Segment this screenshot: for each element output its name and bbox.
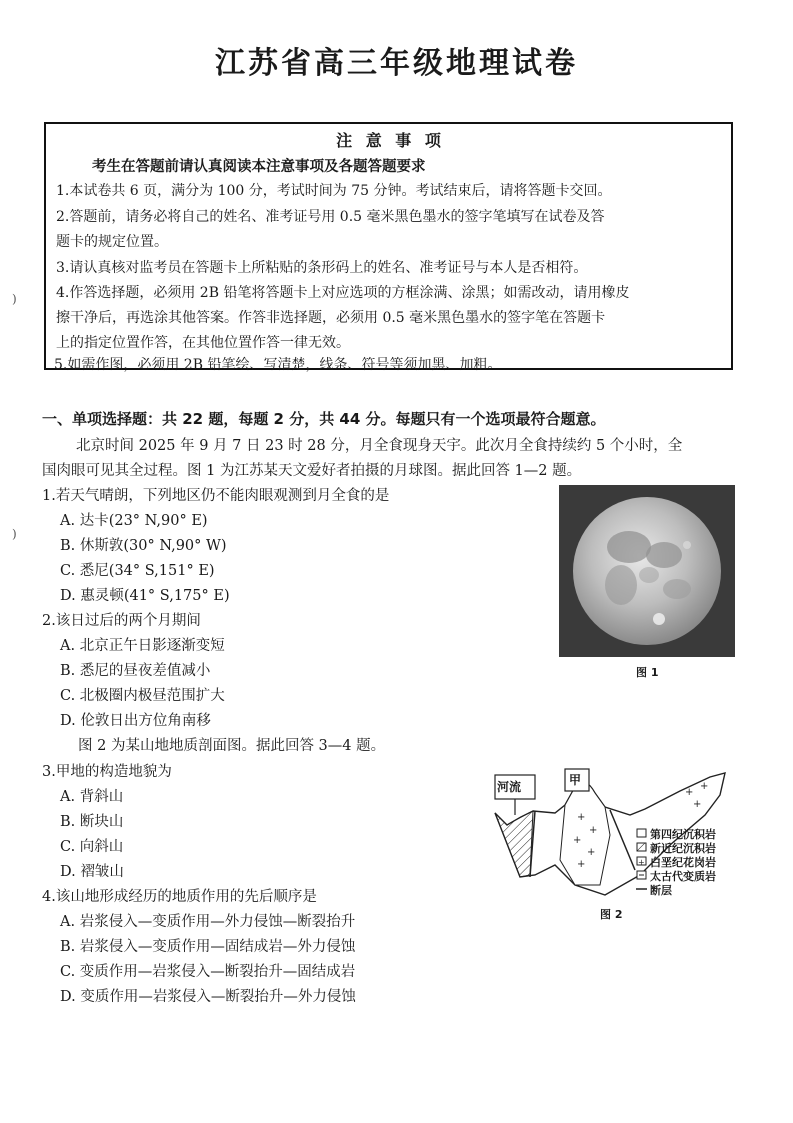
question-option: C. 变质作用—岩浆侵入—断裂抬升—固结成岩 bbox=[60, 964, 356, 980]
question-option: D. 褶皱山 bbox=[60, 864, 124, 880]
question-stem: 4.该山地形成经历的地质作用的先后顺序是 bbox=[42, 889, 317, 905]
section-heading: 一、单项选择题：共 22 题，每题 2 分，共 44 分。每题只有一个选项最符合题意。 bbox=[42, 410, 606, 428]
notice-line: 3.请认真核对监考员在答题卡上所粘贴的条形码上的姓名、准考证号与本人是否相符。 bbox=[56, 260, 588, 276]
legend-item: 白垩纪花岗岩 bbox=[650, 856, 716, 869]
notice-box bbox=[44, 122, 733, 370]
question-option: A. 达卡(23° N,90° E) bbox=[60, 513, 208, 529]
figure1-caption: 图 1 bbox=[636, 666, 659, 679]
question-option: D. 变质作用—岩浆侵入—断裂抬升—外力侵蚀 bbox=[60, 989, 356, 1005]
question-option: D. 惠灵顿(41° S,175° E) bbox=[60, 588, 230, 604]
question-option: C. 北极圈内极昼范围扩大 bbox=[60, 688, 225, 704]
question-stem: 2.该日过后的两个月期间 bbox=[42, 613, 201, 629]
svg-text:+: + bbox=[685, 787, 694, 798]
legend-item: 太古代变质岩 bbox=[650, 870, 716, 883]
svg-text:+: + bbox=[577, 859, 586, 870]
question-option: A. 北京正午日影逐渐变短 bbox=[60, 638, 225, 654]
margin-mark: ) bbox=[12, 527, 17, 541]
notice-line: 1.本试卷共 6 页，满分为 100 分，考试时间为 75 分钟。考试结束后，请将答题卡交回。 bbox=[56, 183, 612, 199]
question-option: B. 断块山 bbox=[60, 814, 124, 830]
page-title: 江苏省高三年级地理试卷 bbox=[215, 46, 578, 81]
question-option: A. 背斜山 bbox=[60, 789, 124, 805]
svg-text:+: + bbox=[589, 825, 598, 836]
figure2-jia-label: 甲 bbox=[569, 773, 582, 787]
question-option: C. 向斜山 bbox=[60, 839, 124, 855]
svg-text:+: + bbox=[577, 812, 586, 823]
geology-cross-section bbox=[485, 765, 770, 915]
question-option: A. 岩浆侵入—变质作用—外力侵蚀—断裂抬升 bbox=[60, 914, 356, 930]
question-option: C. 悉尼(34° S,151° E) bbox=[60, 563, 215, 579]
question-stem: 3.甲地的构造地貌为 bbox=[42, 764, 172, 780]
notice-line: 上的指定位置作答，在其他位置作答一律无效。 bbox=[56, 335, 350, 351]
intro-paragraph: 国肉眼可见其全过程。图 1 为江苏某天文爱好者拍摄的月球图。据此回答 1—2 题。 bbox=[42, 463, 582, 479]
question-option: B. 岩浆侵入—变质作用—固结成岩—外力侵蚀 bbox=[60, 939, 356, 955]
figure2-caption: 图 2 bbox=[600, 908, 623, 921]
notice-line: 2.答题前，请务必将自己的姓名、准考证号用 0.5 毫米黑色墨水的签字笔填写在试卷及答 bbox=[56, 209, 605, 225]
question-option: D. 伦敦日出方位角南移 bbox=[60, 713, 211, 729]
notice-line: 5.如需作图，必须用 2B 铅笔绘、写清楚，线条、符号等须加黑、加粗。 bbox=[54, 357, 502, 373]
moon-photo bbox=[559, 485, 735, 657]
question-option: B. 悉尼的昼夜差值减小 bbox=[60, 663, 211, 679]
margin-mark: ) bbox=[12, 292, 17, 306]
intro-paragraph: 北京时间 2025 年 9 月 7 日 23 时 28 分，月全食现身天宇。此次月全食持续约 5 个小时，全 bbox=[76, 438, 683, 454]
svg-text:+: + bbox=[693, 799, 702, 810]
svg-text:+: + bbox=[587, 847, 596, 858]
svg-text:+: + bbox=[638, 858, 645, 867]
question-option: B. 休斯敦(30° N,90° W) bbox=[60, 538, 227, 554]
notice-line: 擦干净后，再选涂其他答案。作答非选择题，必须用 0.5 毫米黑色墨水的签字笔在答题卡 bbox=[56, 310, 606, 326]
svg-text:+: + bbox=[700, 781, 709, 792]
svg-text:+: + bbox=[573, 835, 582, 846]
question-stem: 1.若天气晴朗，下列地区仍不能肉眼观测到月全食的是 bbox=[42, 488, 390, 504]
figure2-river-label: 河流 bbox=[497, 780, 522, 794]
notice-subheading: 考生在答题前请认真阅读本注意事项及各题答题要求 bbox=[92, 159, 426, 175]
notice-line: 4.作答选择题，必须用 2B 铅笔将答题卡上对应选项的方框涂满、涂黑；如需改动，请用橡皮 bbox=[56, 285, 630, 301]
legend-item: 第四纪沉积岩 bbox=[650, 828, 716, 841]
intro-paragraph: 图 2 为某山地地质剖面图。据此回答 3—4 题。 bbox=[78, 738, 386, 754]
legend-item: 新近纪沉积岩 bbox=[650, 842, 716, 855]
legend-item: 断层 bbox=[650, 884, 672, 897]
notice-line: 题卡的规定位置。 bbox=[56, 234, 168, 250]
notice-heading: 注 意 事 项 bbox=[336, 131, 445, 150]
